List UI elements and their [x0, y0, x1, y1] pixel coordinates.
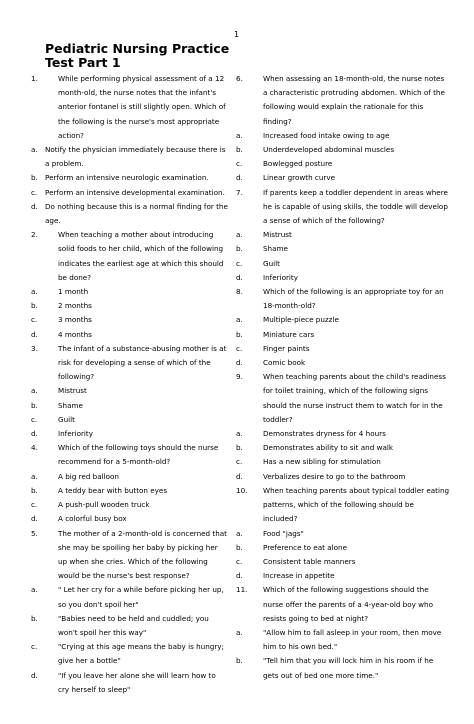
option-text: Inferiority: [58, 429, 94, 439]
option-letter: a.: [236, 429, 243, 439]
left-column: [31, 72, 228, 697]
question-number: 11.: [236, 585, 248, 595]
answer-option: [236, 527, 450, 541]
option-text: Bowlegged posture: [263, 159, 333, 169]
question-text: While performing physical assessment of a 12 month-old, the nurse notes that the infant's anterior fontanel is still slightly open. Which of the following is the nurse's most appropriate action?: [58, 74, 226, 140]
page-number: 1: [234, 30, 240, 39]
option-text: Consistent table manners: [263, 556, 356, 566]
option-text: 4 months: [58, 329, 92, 339]
question-text: When teaching a mother about introducing solid foods to her child, which of the following indicates the earliest age at which this should be done?: [58, 230, 224, 282]
option-text: Underdeveloped abdominal muscles: [263, 145, 395, 155]
question-number: 3.: [31, 343, 38, 353]
option-letter: c.: [31, 642, 38, 652]
answer-option: [31, 512, 228, 526]
answer-option: [236, 328, 450, 342]
option-text: Has a new sibling for stimulation: [263, 457, 381, 467]
option-text: Mistrust: [263, 230, 292, 240]
option-text: Miniature cars: [263, 329, 315, 339]
question-text: The infant of a substance-abusing mother is at risk for developing a sense of which of the following?: [58, 343, 227, 382]
answer-option: [31, 640, 228, 668]
answer-option: [31, 612, 228, 640]
question: [31, 527, 228, 584]
question: [236, 72, 450, 129]
answer-option: [236, 569, 450, 583]
question: [236, 186, 450, 229]
option-text: Guilt: [58, 414, 75, 424]
option-letter: b.: [236, 145, 243, 155]
answer-option: [236, 356, 450, 370]
option-letter: d.: [236, 272, 243, 282]
question-number: 7.: [236, 187, 243, 197]
question-number: 4.: [31, 443, 38, 453]
question-text: Which of the following toys should the nurse recommend for a 5-month-old?: [58, 443, 219, 467]
option-text: Increased food intake owing to age: [263, 130, 390, 140]
answer-option: [236, 242, 450, 256]
answer-option: [236, 427, 450, 441]
option-letter: b.: [31, 173, 38, 183]
question-number: 1.: [31, 74, 38, 83]
option-text: Mistrust: [58, 386, 87, 396]
option-letter: a.: [236, 230, 243, 240]
option-text: Comic book: [263, 358, 306, 368]
option-text: "Allow him to fall asleep in your room, then move him to his own bed.": [263, 627, 442, 652]
answer-option: [236, 143, 450, 157]
answer-option: [236, 441, 450, 455]
question-number: 5.: [31, 528, 38, 538]
question-number: 9.: [236, 372, 243, 382]
option-text: "Babies need to be held and cuddled; you won't spoil her this way": [58, 613, 209, 637]
question: [236, 285, 450, 313]
answer-option: [236, 313, 450, 327]
option-letter: a.: [236, 528, 243, 538]
option-text: Shame: [263, 244, 288, 254]
option-letter: a.: [236, 130, 243, 140]
option-text: "Crying at this age means the baby is hungry; give her a bottle": [58, 642, 224, 666]
right-column: [236, 72, 450, 683]
option-letter: a.: [31, 287, 38, 297]
option-letter: a.: [31, 471, 38, 481]
option-letter: b.: [31, 485, 38, 495]
answer-option: [236, 626, 450, 654]
answer-option: [31, 328, 228, 342]
option-letter: c.: [236, 457, 243, 467]
option-letter: c.: [31, 315, 38, 325]
option-text: "If you leave her alone she will learn how to cry herself to sleep": [58, 670, 216, 694]
answer-option: [31, 413, 228, 427]
answer-option: [31, 384, 228, 398]
option-letter: b.: [236, 443, 243, 453]
option-text: Finger paints: [263, 343, 310, 353]
question-text: When teaching parents about the child's readiness for toilet training, which of the following signs should the nurse instruct them to watch for in the toddler?: [263, 372, 446, 424]
answer-option: [236, 228, 450, 242]
question-text: If parents keep a toddler dependent in areas where he is capable of using skills, the toddle will develop a sense of which of the following?: [263, 187, 448, 226]
option-letter: a.: [236, 315, 243, 325]
answer-option: [31, 470, 228, 484]
option-letter: d.: [236, 471, 243, 481]
option-text: 2 months: [58, 301, 92, 311]
answer-option: [236, 470, 450, 484]
option-letter: b.: [236, 656, 243, 666]
answer-option: [31, 143, 228, 171]
option-text: Verbalizes desire to go to the bathroom: [263, 471, 406, 481]
question-text: When teaching parents about typical toddler eating patterns, which of the following should be included?: [263, 485, 450, 524]
answer-option: [31, 299, 228, 313]
option-text: Do nothing because this is a normal finding for the age.: [45, 201, 228, 226]
option-letter: b.: [31, 400, 38, 410]
question-number: 2.: [31, 230, 38, 240]
option-letter: d.: [31, 670, 38, 680]
option-letter: c.: [31, 500, 38, 510]
answer-option: [31, 285, 228, 299]
answer-option: [236, 654, 450, 682]
option-letter: c.: [236, 343, 243, 353]
option-letter: c.: [31, 187, 38, 197]
answer-option: [31, 171, 228, 185]
question-number: 10.: [236, 485, 248, 495]
option-text: Multiple-piece puzzle: [263, 315, 339, 325]
option-text: Guilt: [263, 258, 280, 268]
answer-option: [236, 455, 450, 469]
option-text: Notify the physician immediately because there is a problem.: [45, 145, 226, 169]
question-text: Which of the following is an appropriate toy for an 18-month-old?: [263, 287, 444, 311]
question: [31, 441, 228, 469]
option-text: Inferiority: [263, 272, 299, 282]
option-letter: d.: [31, 201, 38, 211]
option-text: " Let her cry for a while before picking her up, so you don't spoil her": [58, 585, 224, 609]
answer-option: [236, 171, 450, 185]
question-number: 6.: [236, 74, 243, 83]
answer-option: [236, 157, 450, 171]
question: [31, 342, 228, 385]
answer-option: [31, 200, 228, 228]
option-text: 3 months: [58, 315, 92, 325]
option-letter: c.: [236, 159, 243, 169]
answer-option: [31, 484, 228, 498]
option-text: A big red balloon: [58, 471, 119, 481]
option-text: 1 month: [58, 287, 89, 297]
option-letter: b.: [236, 542, 243, 552]
question: [31, 228, 228, 285]
option-letter: b.: [31, 301, 38, 311]
question: [236, 370, 450, 427]
option-text: A push-pull wooden truck: [58, 500, 150, 510]
option-text: Preference to eat alone: [263, 542, 348, 552]
answer-option: [236, 257, 450, 271]
answer-option: [31, 313, 228, 327]
option-text: Perform an intensive neurologic examination.: [45, 173, 209, 183]
question-number: 8.: [236, 287, 243, 297]
option-letter: a.: [236, 627, 243, 637]
option-text: "Tell him that you will lock him in his room if he gets out of bed one more time.": [263, 656, 434, 680]
answer-option: [236, 129, 450, 143]
option-letter: d.: [31, 514, 38, 524]
option-text: Perform an intensive developmental examination.: [45, 187, 225, 197]
answer-option: [236, 541, 450, 555]
option-letter: b.: [236, 329, 243, 339]
option-text: A teddy bear with button eyes: [58, 485, 168, 495]
answer-option: [236, 271, 450, 285]
option-letter: b.: [236, 244, 243, 254]
option-letter: a.: [31, 386, 38, 396]
question: [236, 583, 450, 626]
option-letter: d.: [31, 329, 38, 339]
option-letter: b.: [31, 613, 38, 623]
option-letter: d.: [31, 429, 38, 439]
answer-option: [31, 669, 228, 697]
answer-option: [236, 342, 450, 356]
question: [236, 484, 450, 527]
option-text: Food "jags": [263, 528, 304, 538]
option-letter: c.: [236, 556, 243, 566]
option-letter: c.: [31, 414, 38, 424]
option-text: Shame: [58, 400, 83, 410]
option-letter: a.: [31, 585, 38, 595]
option-text: Demonstrates dryness for 4 hours: [263, 429, 386, 439]
question-text: The mother of a 2-month-old is concerned that she may be spoiling her baby by picking her up when she cries. Which of the following would be the nurse's best response?: [58, 528, 228, 581]
option-letter: d.: [236, 358, 243, 368]
question: [31, 72, 228, 143]
question-text: Which of the following suggestions should the nurse offer the parents of a 4-year-old boy who resists going to bed at night?: [263, 585, 434, 623]
option-text: Demonstrates ability to sit and walk: [263, 443, 394, 453]
page-title: Pediatric Nursing Practice Test Part 1: [45, 41, 230, 70]
answer-option: [31, 498, 228, 512]
answer-option: [31, 583, 228, 611]
answer-option: [31, 427, 228, 441]
option-letter: d.: [236, 571, 243, 581]
option-text: Linear growth curve: [263, 173, 336, 183]
answer-option: [31, 186, 228, 200]
option-text: Increase in appetite: [263, 571, 335, 581]
answer-option: [236, 555, 450, 569]
option-letter: d.: [236, 173, 243, 183]
answer-option: [31, 399, 228, 413]
question-text: When assessing an 18-month-old, the nurse notes a characteristic protruding abdomen. Which of the following would explain the rationale for this finding?: [263, 74, 445, 126]
option-text: A colorful busy box: [58, 514, 127, 524]
option-letter: c.: [236, 258, 243, 268]
option-letter: a.: [31, 145, 38, 155]
